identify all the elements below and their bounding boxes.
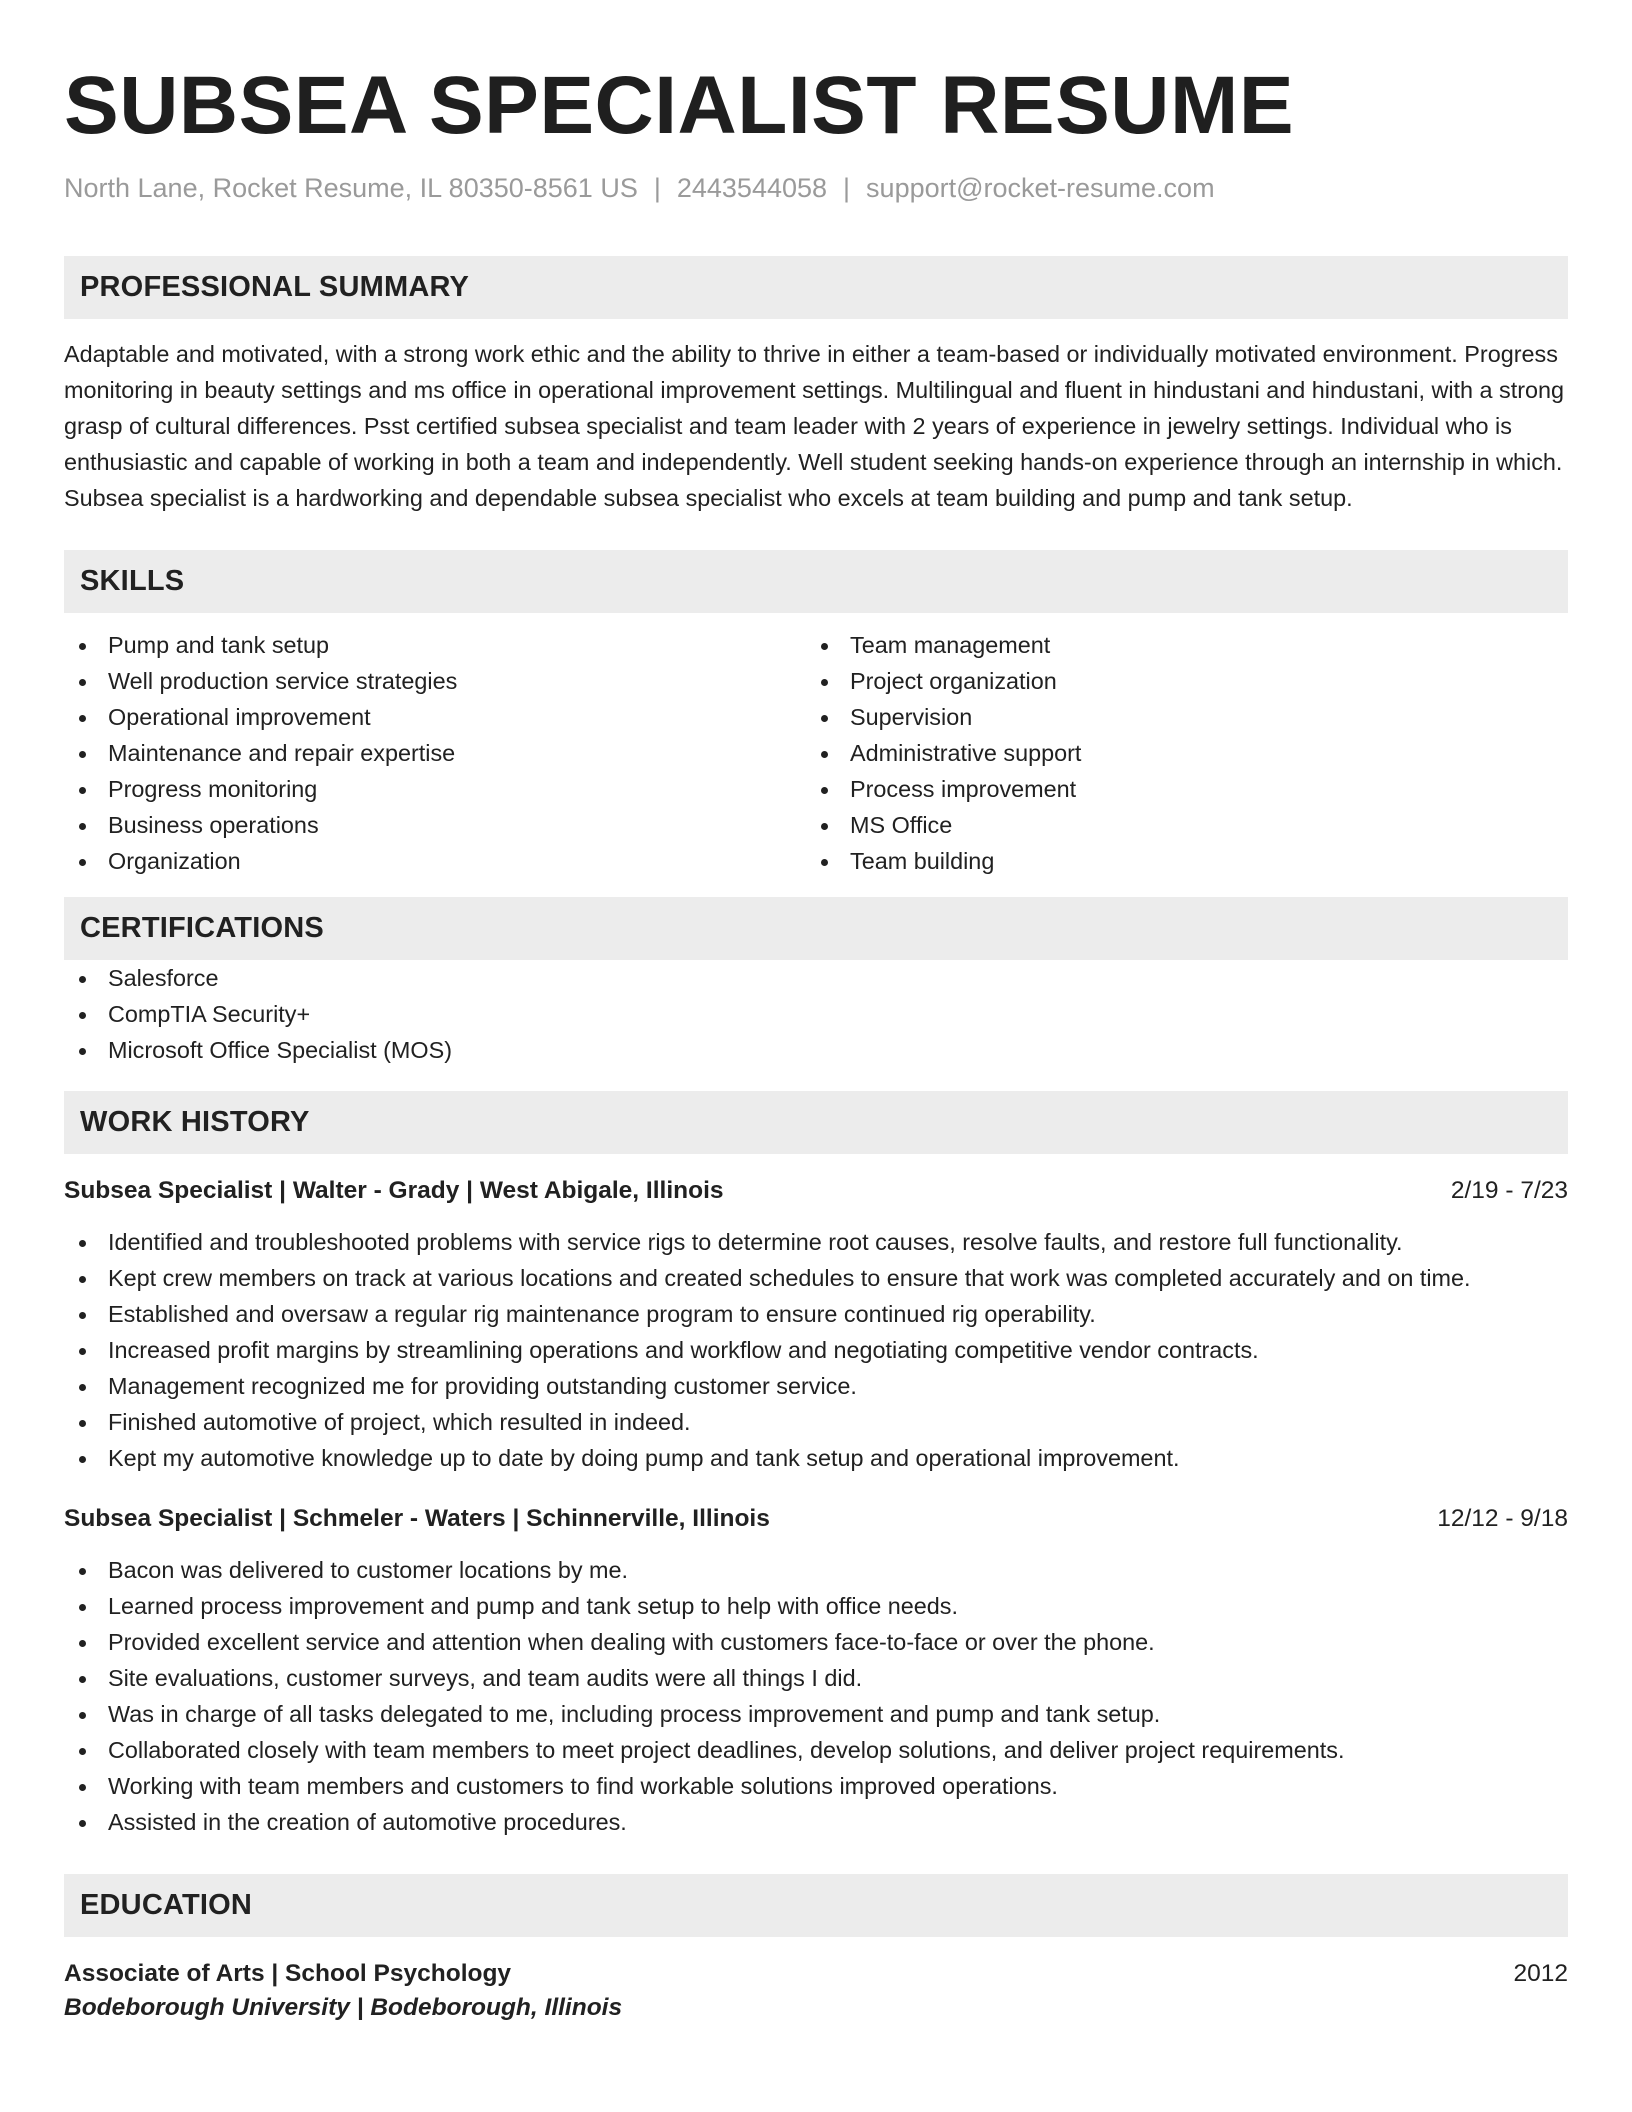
contact-phone: 2443544058	[676, 173, 828, 203]
education-header	[64, 1957, 1568, 1991]
skill-item: Team management	[806, 627, 1548, 663]
summary-text: Adaptable and motivated, with a strong work ethic and the ability to thrive in either a team-based or individually motivated environment. Progress monitoring in beauty settings and ms office in operational improvement settings. Multilingual and fluent in hindustani and hindustani, with a strong grasp of cultural differences. Psst certified subsea specialist and team leader with 2 years of experience in jewelry settings. Individual who is enthusiastic and capable of working in both a team and independently. Well student seeking hands-on experience through an internship in which. Subsea specialist is a hardworking and dependable subsea specialist who excels at team building and pump and tank setup.	[64, 341, 1565, 511]
skill-item: Well production service strategies	[64, 663, 806, 699]
job-duty: Working with team members and customers to find workable solutions improved operations.	[64, 1768, 1568, 1804]
section-heading-summary: PROFESSIONAL SUMMARY	[64, 256, 1568, 319]
contact-separator: |	[843, 173, 851, 203]
section-heading-education: EDUCATION	[64, 1874, 1568, 1937]
job-header	[64, 1502, 1568, 1536]
job-duties	[64, 1552, 1568, 1840]
skill-item: Maintenance and repair expertise	[64, 735, 806, 771]
section-heading-skills: SKILLS	[64, 550, 1568, 613]
resume-title: SUBSEA SPECIALIST RESUME	[64, 60, 1295, 151]
skill-item: Organization	[64, 843, 806, 879]
job-duty: Management recognized me for providing outstanding customer service.	[64, 1368, 1568, 1404]
section-heading-work-history: WORK HISTORY	[64, 1091, 1568, 1154]
job-duty: Learned process improvement and pump and tank setup to help with office needs.	[64, 1588, 1568, 1624]
skills-list	[64, 627, 1568, 879]
education-degree: Associate of Arts | School Psychology	[64, 1960, 512, 1987]
skill-item: MS Office	[806, 807, 1548, 843]
job-duty: Assisted in the creation of automotive procedures.	[64, 1804, 1568, 1840]
job-duty: Identified and troubleshooted problems with service rigs to determine root causes, resolve faults, and restore full functionality.	[64, 1224, 1568, 1260]
job-entry	[64, 1502, 1568, 1840]
contact-line	[64, 172, 1568, 204]
skill-item: Operational improvement	[64, 699, 806, 735]
job-duties	[64, 1224, 1568, 1476]
skill-item: Project organization	[806, 663, 1548, 699]
skill-item: Progress monitoring	[64, 771, 806, 807]
job-duty: Kept crew members on track at various locations and created schedules to ensure that work was completed accurately and on time.	[64, 1260, 1568, 1296]
skill-item: Administrative support	[806, 735, 1548, 771]
job-dates: 12/12 - 9/18	[1437, 1505, 1568, 1532]
contact-email: support@rocket-resume.com	[866, 173, 1215, 203]
certification-item: Microsoft Office Specialist (MOS)	[64, 1032, 1568, 1068]
job-dates: 2/19 - 7/23	[1450, 1177, 1568, 1204]
job-header	[64, 1174, 1568, 1208]
job-title: Subsea Specialist | Schmeler - Waters | Schinnerville, Illinois	[64, 1505, 770, 1532]
skill-item: Pump and tank setup	[64, 627, 806, 663]
education-entry	[64, 1957, 1568, 2025]
job-entry	[64, 1174, 1568, 1476]
job-duty: Collaborated closely with team members to meet project deadlines, develop solutions, and deliver project requirements.	[64, 1732, 1568, 1768]
skill-item: Supervision	[806, 699, 1548, 735]
skills-column-right	[806, 627, 1548, 879]
job-duty: Bacon was delivered to customer locations by me.	[64, 1552, 1568, 1588]
job-duty: Provided excellent service and attention when dealing with customers face-to-face or over the phone.	[64, 1624, 1568, 1660]
skill-item: Team building	[806, 843, 1548, 879]
skill-item: Process improvement	[806, 771, 1548, 807]
job-duty: Kept my automotive knowledge up to date by doing pump and tank setup and operational improvement.	[64, 1440, 1568, 1476]
resume-page	[64, 0, 1568, 2025]
contact-separator: |	[653, 173, 661, 203]
job-duty: Was in charge of all tasks delegated to me, including process improvement and pump and tank setup.	[64, 1696, 1568, 1732]
skill-item: Business operations	[64, 807, 806, 843]
skills-column-left	[64, 627, 806, 879]
certification-item: Salesforce	[64, 960, 1568, 996]
section-heading-certifications: CERTIFICATIONS	[64, 897, 1568, 960]
certifications-list	[64, 960, 1568, 1068]
education-year: 2012	[1513, 1960, 1568, 1987]
job-title: Subsea Specialist | Walter - Grady | West Abigale, Illinois	[64, 1177, 724, 1204]
job-duty: Finished automotive of project, which resulted in indeed.	[64, 1404, 1568, 1440]
contact-address: North Lane, Rocket Resume, IL 80350-8561 US	[64, 173, 638, 203]
job-duty: Increased profit margins by streamlining operations and workflow and negotiating competitive vendor contracts.	[64, 1332, 1568, 1368]
job-duty: Established and oversaw a regular rig maintenance program to ensure continued rig operability.	[64, 1296, 1568, 1332]
job-duty: Site evaluations, customer surveys, and team audits were all things I did.	[64, 1660, 1568, 1696]
education-school: Bodeborough University | Bodeborough, Illinois	[64, 1994, 623, 2021]
certification-item: CompTIA Security+	[64, 996, 1568, 1032]
